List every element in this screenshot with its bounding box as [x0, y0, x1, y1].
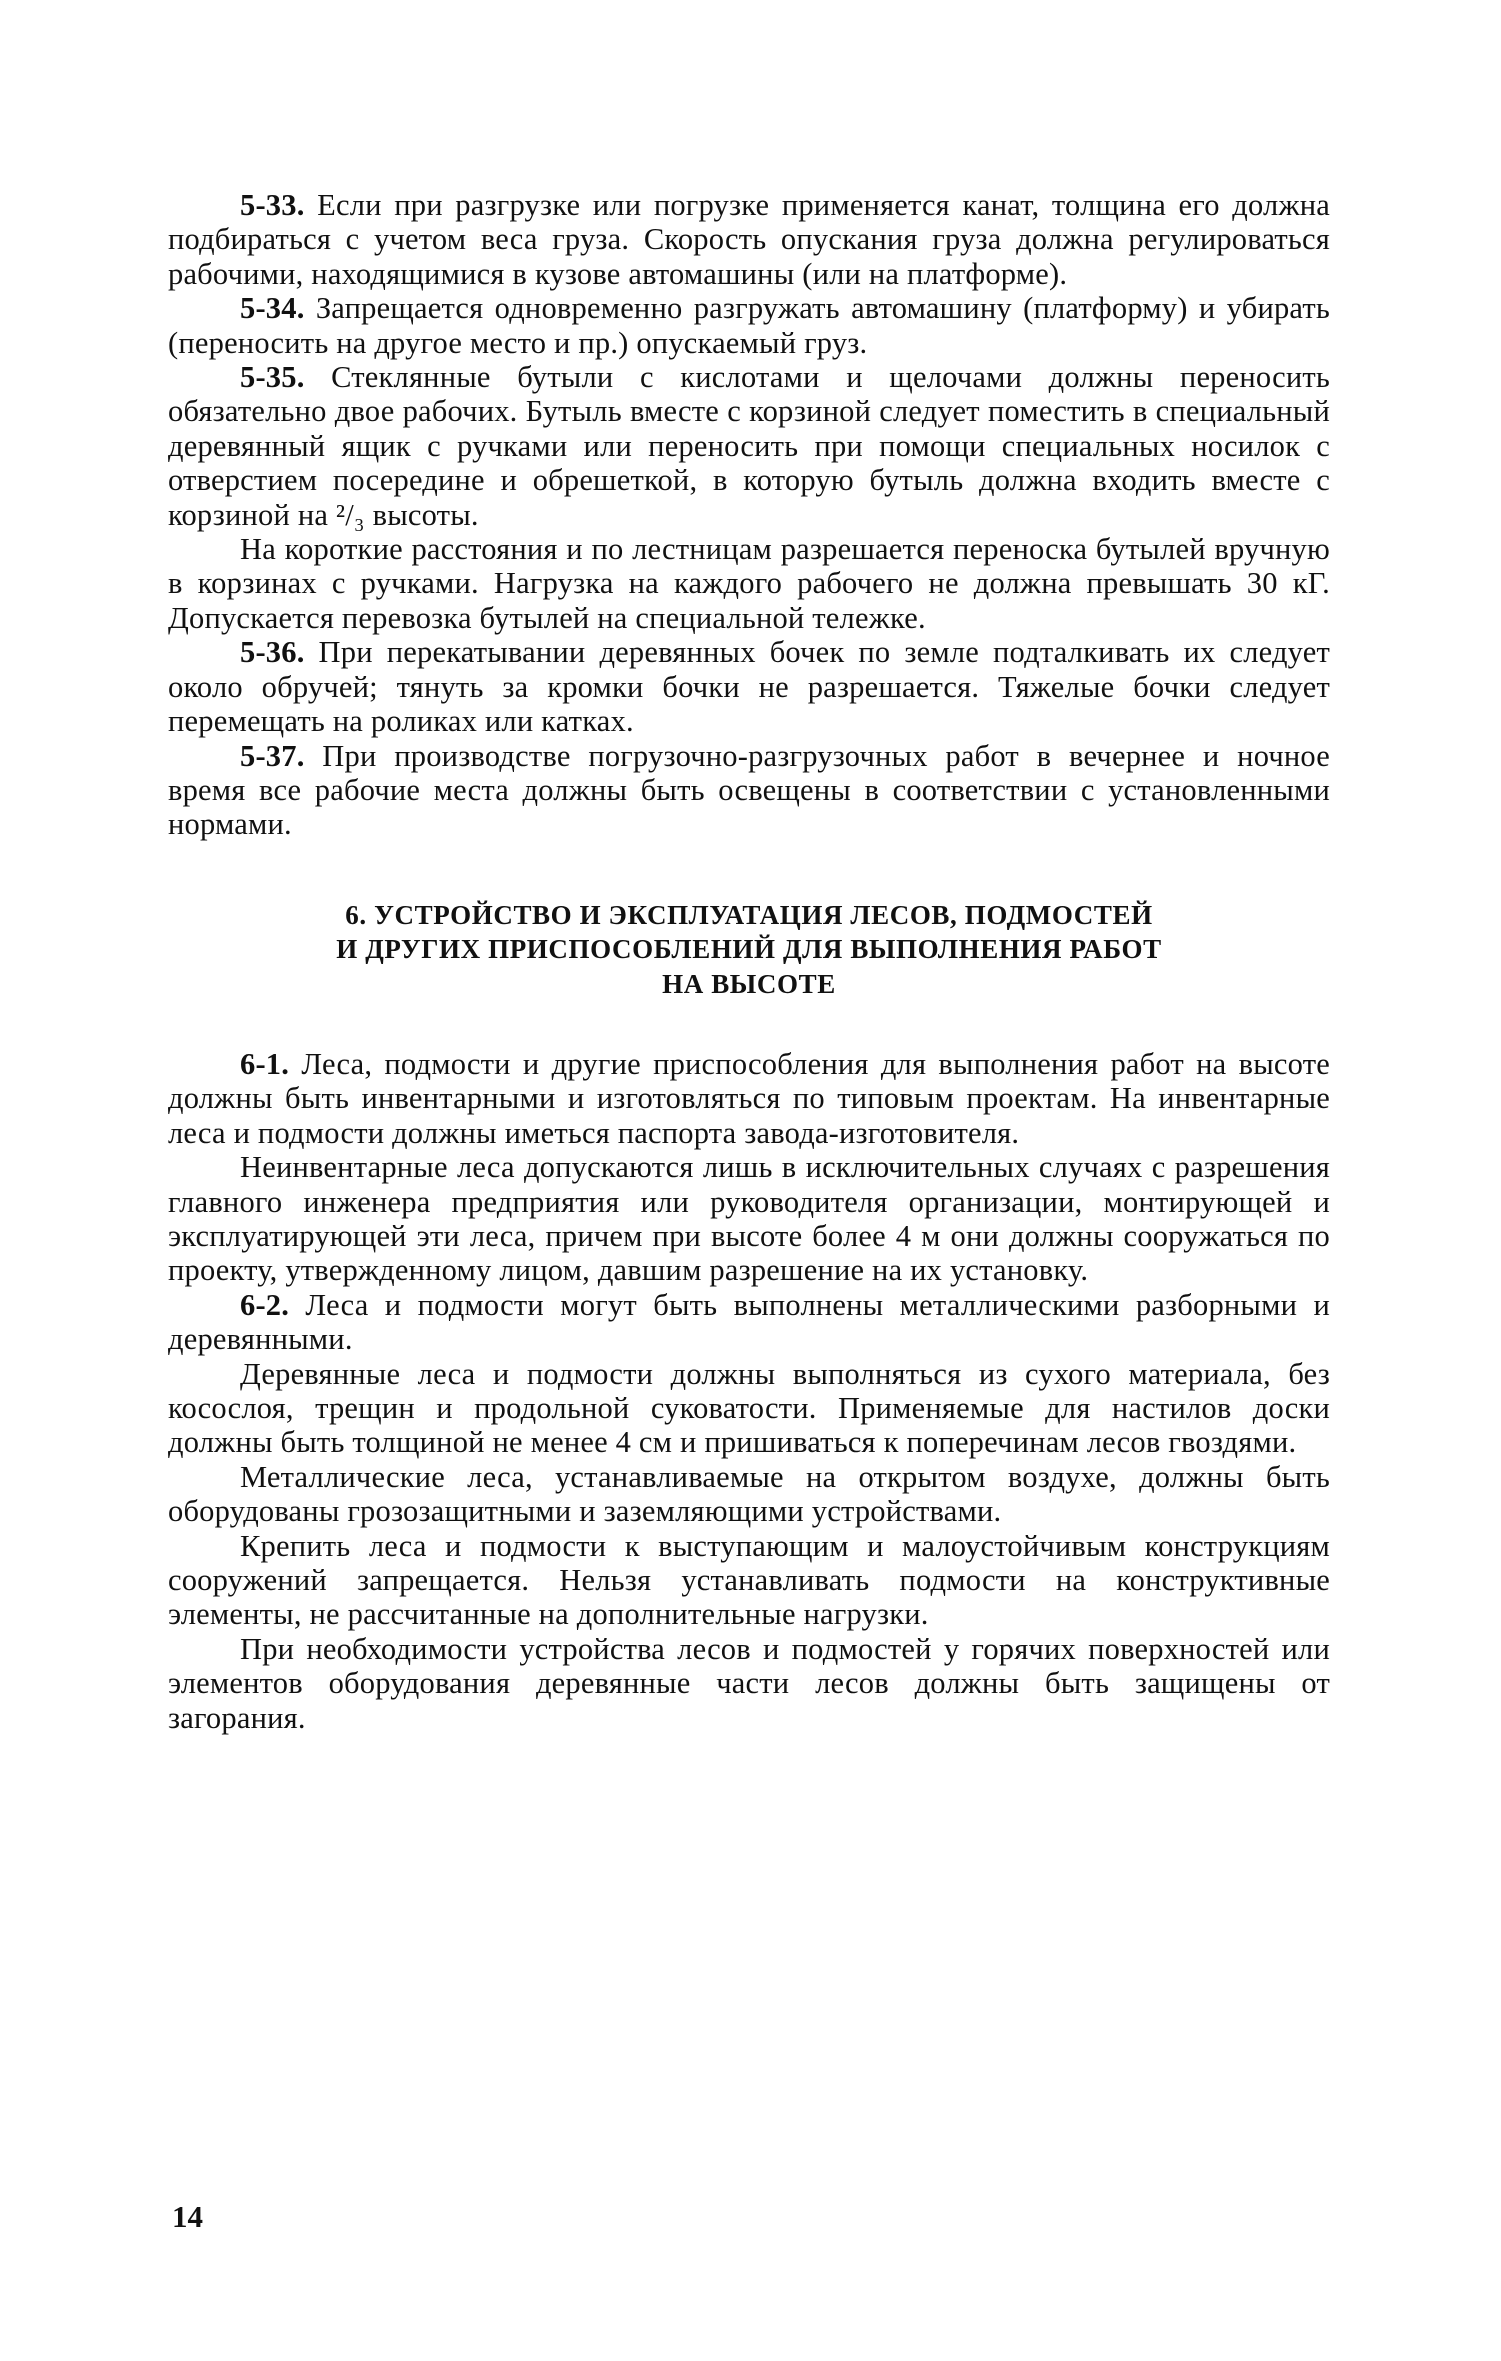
page-number: 14	[172, 2199, 203, 2234]
paragraph-6-2-wood: Деревянные леса и подмости должны выполняться из сухого материала, без косослоя, трещин и продольной суковатости. Применяемые для настилов доски должны быть толщиной не менее 4 см и пришиваться к поперечинам лесов гвоздями.	[168, 1356, 1330, 1460]
section-heading-line-1: 6. УСТРОЙСТВО И ЭКСПЛУАТАЦИЯ ЛЕСОВ, ПОДМОСТЕЙ	[345, 899, 1153, 930]
paragraph-6-1-cont: Неинвентарные леса допускаются лишь в исключительных случаях с разрешения главного инженера предприятия или руководителя организации, монтирующей и эксплуатирующей эти леса, причем при высоте более 4 м они должны сооружаться по проекту, утвержденному лицом, давшим разрешение на их установку.	[168, 1150, 1330, 1288]
section-heading-line-3: НА ВЫСОТЕ	[662, 968, 836, 999]
paragraph-6-2-hot: При необходимости устройства лесов и подмостей у горячих поверхностей или элементов оборудования деревянные части лесов должны быть защищены от загорания.	[168, 1631, 1330, 1735]
paragraph-5-36: 5-36. При перекатывании деревянных бочек по земле подталкивать их следует около обручей; тянуть за кромки бочки не разрешается. Тяжелые бочки следует перемещать на роликах или катках.	[168, 635, 1330, 739]
paragraph-6-2-metal: Металлические леса, устанавливаемые на открытом воздухе, должны быть оборудованы грозозащитными и заземляющими устройствами.	[168, 1459, 1330, 1529]
paragraph-6-2: 6-2. Леса и подмости могут быть выполнены металлическими разборными и деревянными.	[168, 1287, 1330, 1357]
paragraph-5-37: 5-37. При производстве погрузочно-разгрузочных работ в вечернее и ночное время все рабочие места должны быть освещены в соответствии с установленными нормами.	[168, 738, 1330, 842]
body-text	[168, 188, 1330, 1735]
paragraph-5-34: 5-34. Запрещается одновременно разгружать автомашину (платформу) и убирать (переносить на другое место и пр.) опускаемый груз.	[168, 291, 1330, 360]
section-heading	[168, 898, 1330, 1001]
paragraph-5-33: 5-33. Если при разгрузке или погрузке применяется канат, толщина его должна подбираться с учетом веса груза. Скорость опускания груза должна регулироваться рабочими, находящимися в кузове автомашины (или на платформе).	[168, 188, 1330, 291]
paragraph-5-35-cont: На короткие расстояния и по лестницам разрешается переноска бутылей вручную в корзинах с ручками. Нагрузка на каждого рабочего не должна превышать 30 кГ. Допускается перевозка бутылей на специальной тележке.	[168, 532, 1330, 635]
paragraph-6-2-mounting: Крепить леса и подмости к выступающим и малоустойчивым конструкциям сооружений запрещается. Нельзя устанавливать подмости на конструктивные элементы, не рассчитанные на дополнительные нагрузки.	[168, 1528, 1330, 1632]
section-heading-line-2: И ДРУГИХ ПРИСПОСОБЛЕНИЙ ДЛЯ ВЫПОЛНЕНИЯ РАБОТ	[336, 934, 1162, 965]
paragraph-6-1: 6-1. Леса, подмости и другие приспособления для выполнения работ на высоте должны быть инвентарными и изготовляться по типовым проектам. На инвентарные леса и подмости должны иметься паспорта завода-изготовителя.	[168, 1046, 1330, 1150]
paragraph-5-35: 5-35. Стеклянные бутыли с кислотами и щелочами должны переносить обязательно двое рабочих. Бутыль вместе с корзиной следует поместить в специальный деревянный ящик с ручками или переносить при помощи специальных носилок с отверстием посередине и обрешеткой, в которую бутыль должна входить вместе с корзиной на ²/₃ высоты.	[168, 360, 1330, 532]
